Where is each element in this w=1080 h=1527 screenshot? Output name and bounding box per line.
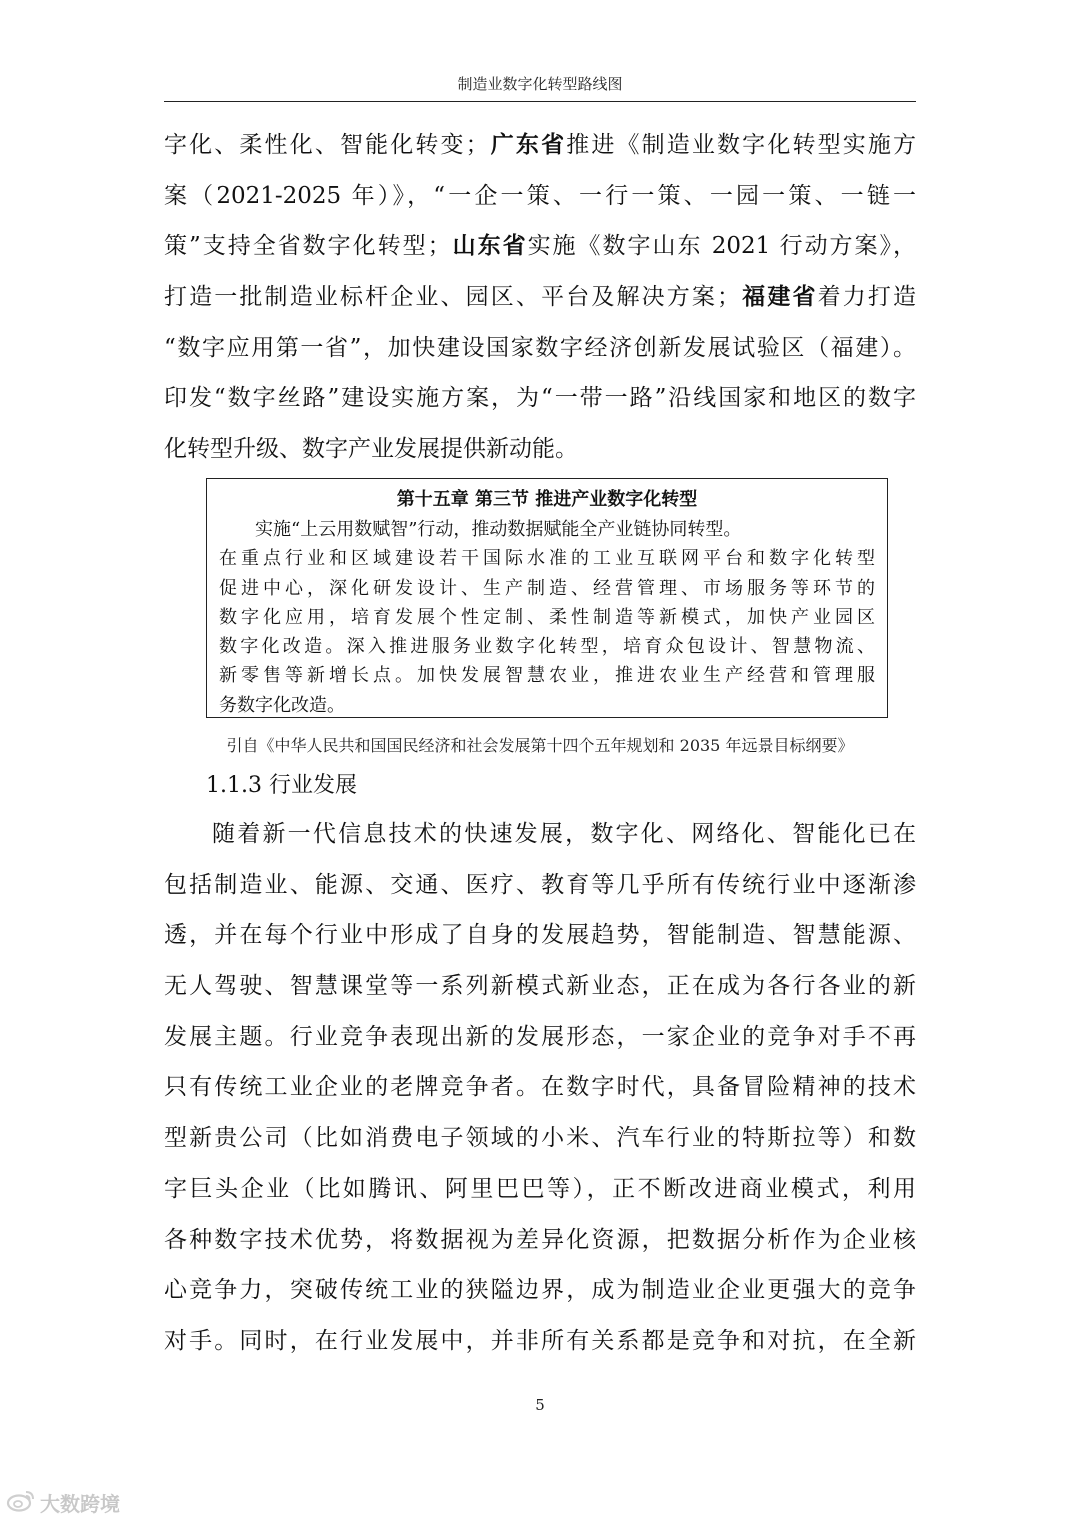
text-run: 策”支持全省数字化转型；: [164, 233, 451, 260]
text-run: 印发“数字丝路”建设实施方案，为“一带一路”沿线国家和地区的数字: [164, 385, 916, 412]
text-line: 包括制造业、能源、交通、医疗、教育等几乎所有传统行业中逐渐渗: [164, 871, 916, 898]
text-line: 发展主题。行业竞争表现出新的发展形态，一家企业的竞争对手不再: [164, 1023, 916, 1050]
citation: 引自《中华人民共和国国民经济和社会发展第十四个五年规划和 2035 年远景目标纲要》: [226, 736, 854, 755]
text-line: 各种数字技术优势，将数据视为差异化资源，把数据分析作为企业核: [164, 1226, 916, 1253]
body-paragraph: [164, 809, 916, 1367]
quote-line: 促进中心，深化研发设计、生产制造、经营管理、市场服务等环节的: [219, 577, 875, 599]
province-name: 山东省: [450, 233, 528, 260]
text-line: [164, 373, 916, 424]
text-line: 无人驾驶、智慧课堂等一系列新模式新业态，正在成为各行各业的新: [164, 973, 916, 1000]
header-title: 制造业数字化转型路线图: [457, 75, 623, 93]
quote-line: 在重点行业和区域建设若干国际水准的工业互联网平台和数字化转型: [219, 548, 875, 570]
text-run: 字化、柔性化、智能化转变；: [164, 132, 489, 158]
text-run: “数字应用第一省”，加快建设国家数字经济创新发展试验区（福建）。: [164, 334, 916, 361]
text-run: 案（2021-2025 年）》，“一企一策、一行一策、一园一策、一链一: [164, 182, 916, 209]
page-header: [164, 70, 916, 102]
weibo-logo-icon: [6, 1488, 36, 1517]
text-line: 型新贵公司（比如消费电子领域的小米、汽车行业的特斯拉等）和数: [164, 1125, 916, 1152]
quote-line: 务数字化改造。: [219, 694, 345, 716]
quote-line: 数字化改造。深入推进服务业数字化转型，培育众包设计、智慧物流、: [219, 636, 875, 658]
text-run: 推进《制造业数字化转型实施方: [566, 132, 917, 158]
text-line: [164, 424, 916, 475]
province-name: 广东省: [488, 132, 567, 158]
text-line: 字巨头企业（比如腾讯、阿里巴巴等），正不断改进商业模式，利用: [164, 1175, 916, 1202]
watermark: [6, 1488, 120, 1517]
text-line: 透，并在每个行业中形成了自身的发展趋势，智能制造、智慧能源、: [164, 922, 916, 949]
quote-box-title: 第十五章 第三节 推进产业数字化转型: [396, 489, 698, 510]
text-line: [164, 171, 916, 222]
section-title: 行业发展: [268, 773, 357, 798]
quote-box: [206, 478, 888, 718]
text-run: 化转型升级、数字产业发展提供新动能。: [164, 436, 578, 463]
intro-paragraph: [164, 120, 916, 475]
text-line: 心竞争力，突破传统工业的狭隘边界，成为制造业企业更强大的竞争: [164, 1277, 916, 1304]
text-line: 随着新一代信息技术的快速发展，数字化、网络化、智能化已在: [212, 821, 916, 847]
text-run: 打造一批制造业标杆企业、园区、平台及解决方案；: [164, 284, 741, 311]
text-line: [164, 272, 916, 323]
text-line: [164, 323, 916, 374]
quote-line: 新零售等新增长点。加快发展智慧农业，推进农业生产经营和管理服: [219, 665, 875, 687]
province-name: 福建省: [740, 284, 818, 311]
page-number: 5: [535, 1396, 545, 1414]
section-number: 1.1.3: [206, 773, 262, 798]
text-line: 对手。同时，在行业发展中，并非所有关系都是竞争和对抗，在全新: [164, 1327, 916, 1354]
text-run: 实施《数字山东 2021 行动方案》，: [527, 233, 917, 260]
text-line: [164, 221, 916, 272]
section-heading: [206, 762, 357, 810]
quote-line: 数字化应用，培育发展个性定制、柔性制造等新模式，加快产业园区: [219, 606, 875, 628]
quote-line: 实施“上云用数赋智”行动，推动数据赋能全产业链协同转型。: [255, 519, 742, 540]
watermark-text: 大数跨境: [40, 1492, 120, 1516]
quote-box-body: [207, 515, 887, 720]
text-line: 只有传统工业企业的老牌竞争者。在数字时代，具备冒险精神的技术: [164, 1074, 916, 1101]
text-run: 着力打造: [817, 284, 917, 311]
text-line: [164, 120, 916, 171]
